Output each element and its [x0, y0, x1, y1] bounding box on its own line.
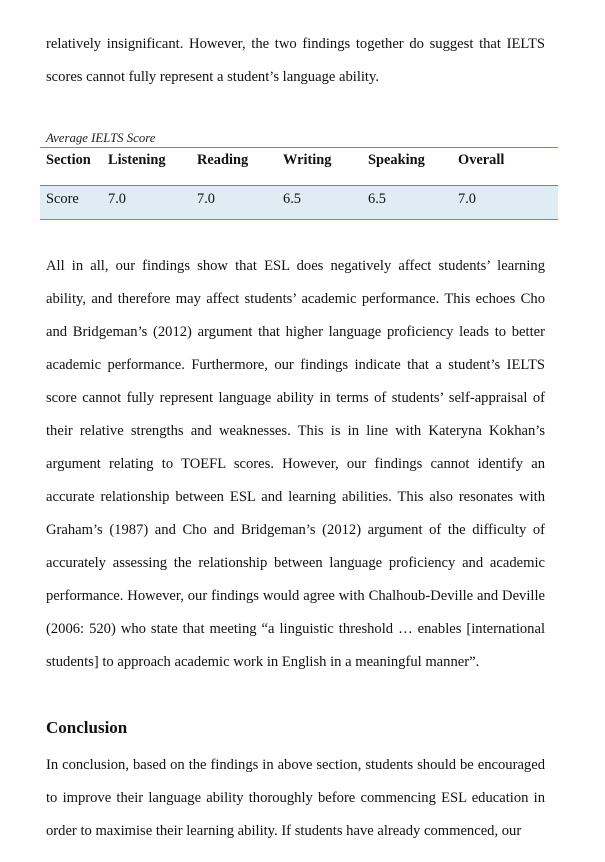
body-paragraph: relatively insignificant. However, the two findings together do suggest that IELTS scores cannot fully represent a student’s language ability.	[46, 36, 545, 85]
cell-speaking-score: 6.5	[368, 191, 386, 207]
table-caption: Average IELTS Score	[46, 131, 156, 145]
header-cell-reading: Reading	[197, 152, 249, 168]
table-row	[40, 186, 558, 219]
cell-overall-score: 7.0	[458, 191, 476, 207]
cell-writing-score: 6.5	[283, 191, 301, 207]
table-header-row	[40, 148, 558, 185]
header-cell-overall: Overall	[458, 152, 505, 168]
header-cell-listening: Listening	[108, 152, 166, 168]
discussion-paragraph: All in all, our findings show that ESL does negatively affect students’ learning ability, and therefore may affect students’ academic performance. This echoes Cho and Bridgeman’s (2012) argument that higher language proficiency leads to better academic performance. Furthermore, our findings indicate that a student’s IELTS score cannot fully represent language ability in terms of students’ self-appraisal of their relative strengths and weaknesses. This is in line with Kateryna Kokhan’s argument relating to TOEFL scores. However, our findings cannot identify an accurate relationship between ESL and learning abilities. This also resonates with Graham’s (1987) and Cho and Bridgeman’s (2012) argument of the difficulty of accurately assessing the relationship between language proficiency and academic performance. However, our findings would agree with Chalhoub-Deville and Deville (2006: 520) who state that meeting “a linguistic threshold … enables [international students] to approach academic work in English in a meaningful manner”.	[46, 258, 545, 670]
conclusion-paragraph: In conclusion, based on the findings in above section, students should be encouraged to improve their language ability thoroughly before commencing ESL education in order to maximise their learning ability. If students have already commenced, our	[46, 757, 545, 839]
section-heading-conclusion: Conclusion	[46, 718, 128, 737]
header-cell-speaking: Speaking	[368, 152, 425, 168]
row-label-score: Score	[46, 191, 79, 207]
table-bottom-rule	[40, 219, 558, 220]
ielts-score-table	[40, 147, 558, 220]
header-cell-section: Section	[46, 152, 91, 168]
header-cell-writing: Writing	[283, 152, 332, 168]
cell-reading-score: 7.0	[197, 191, 215, 207]
cell-listening-score: 7.0	[108, 191, 126, 207]
